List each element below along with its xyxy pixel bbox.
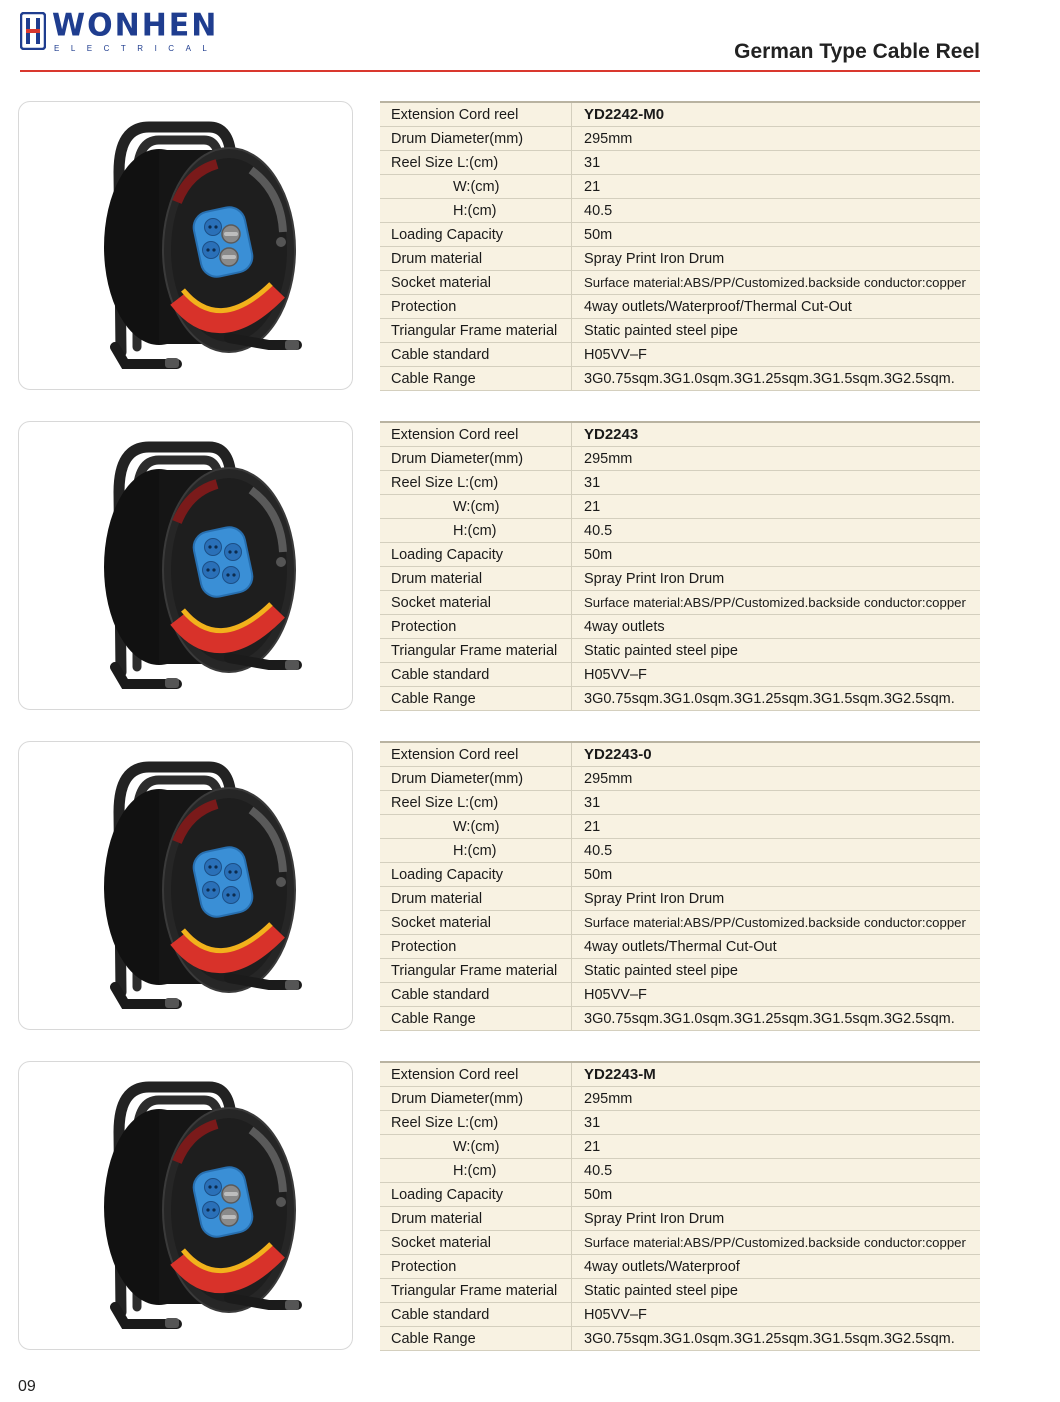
spec-row xyxy=(380,1135,980,1159)
spec-value: 3G0.75sqm.3G1.0sqm.3G1.25sqm.3G1.5sqm.3G2.5sqm. xyxy=(572,687,981,711)
spec-label: Protection xyxy=(380,615,572,639)
spec-value: 31 xyxy=(572,471,981,495)
spec-row xyxy=(380,223,980,247)
logo-mark-icon xyxy=(20,12,46,50)
spec-label: Drum Diameter(mm) xyxy=(380,127,572,151)
socket-outlet-icon xyxy=(205,1179,222,1196)
spec-row xyxy=(380,127,980,151)
spec-row xyxy=(380,271,980,295)
spec-value: 40.5 xyxy=(572,839,981,863)
spec-label: Drum Diameter(mm) xyxy=(380,447,572,471)
spec-value: Static painted steel pipe xyxy=(572,959,981,983)
spec-label: H:(cm) xyxy=(380,1159,572,1183)
spec-label: W:(cm) xyxy=(380,175,572,199)
spec-label: Drum Diameter(mm) xyxy=(380,767,572,791)
spec-row xyxy=(380,742,980,767)
spec-label: Drum Diameter(mm) xyxy=(380,1087,572,1111)
socket-outlet-icon xyxy=(205,219,222,236)
spec-value: H05VV–F xyxy=(572,1303,981,1327)
socket-outlet-icon xyxy=(203,1202,220,1219)
spec-value: 3G0.75sqm.3G1.0sqm.3G1.25sqm.3G1.5sqm.3G2.5sqm. xyxy=(572,1007,981,1031)
spec-value: Spray Print Iron Drum xyxy=(572,887,981,911)
spec-row xyxy=(380,519,980,543)
spec-row xyxy=(380,1183,980,1207)
spec-row xyxy=(380,1327,980,1351)
spec-label: W:(cm) xyxy=(380,815,572,839)
spec-value: Surface material:ABS/PP/Customized.backside conductor:copper xyxy=(572,1231,981,1255)
product-photo xyxy=(18,1061,353,1350)
title-divider xyxy=(20,70,980,72)
socket-outlet-icon xyxy=(223,887,240,904)
spec-row xyxy=(380,422,980,447)
spec-row xyxy=(380,911,980,935)
logo-subtitle: ELECTRICAL xyxy=(54,44,219,53)
spec-label: Cable Range xyxy=(380,1327,572,1351)
spec-label: W:(cm) xyxy=(380,1135,572,1159)
logo-wordmark: WONHEN xyxy=(52,7,219,44)
spec-row xyxy=(380,367,980,391)
waterproof-cover-icon xyxy=(222,1185,240,1203)
spec-label: Protection xyxy=(380,935,572,959)
spec-label: H:(cm) xyxy=(380,199,572,223)
spec-value: 40.5 xyxy=(572,519,981,543)
spec-row xyxy=(380,1255,980,1279)
spec-label: Protection xyxy=(380,1255,572,1279)
spec-row xyxy=(380,663,980,687)
spec-row xyxy=(380,1207,980,1231)
spec-row xyxy=(380,343,980,367)
spec-row xyxy=(380,151,980,175)
product-section xyxy=(0,101,1060,391)
spec-row xyxy=(380,1279,980,1303)
spec-row xyxy=(380,1007,980,1031)
spec-label: Socket material xyxy=(380,271,572,295)
spec-label: Triangular Frame material xyxy=(380,639,572,663)
spec-label: Reel Size L:(cm) xyxy=(380,471,572,495)
spec-value: 4way outlets/Waterproof xyxy=(572,1255,981,1279)
spec-row xyxy=(380,1087,980,1111)
spec-label: Triangular Frame material xyxy=(380,319,572,343)
cable-reel-illustration xyxy=(19,102,352,389)
spec-row xyxy=(380,471,980,495)
spec-label: Cable standard xyxy=(380,343,572,367)
waterproof-cover-icon xyxy=(220,248,238,266)
spec-value: Spray Print Iron Drum xyxy=(572,1207,981,1231)
spec-value: 295mm xyxy=(572,1087,981,1111)
spec-label: Reel Size L:(cm) xyxy=(380,1111,572,1135)
model-number: YD2243-0 xyxy=(572,742,981,767)
spec-value: H05VV–F xyxy=(572,663,981,687)
spec-row xyxy=(380,295,980,319)
spec-row xyxy=(380,767,980,791)
spec-row xyxy=(380,543,980,567)
spec-value: Surface material:ABS/PP/Customized.backside conductor:copper xyxy=(572,271,981,295)
product-section xyxy=(0,421,1060,711)
socket-outlet-icon xyxy=(203,562,220,579)
socket-outlet-icon xyxy=(225,864,242,881)
product-photo xyxy=(18,101,353,390)
spec-value: 40.5 xyxy=(572,1159,981,1183)
spec-row xyxy=(380,1303,980,1327)
cable-reel-illustration xyxy=(19,1062,352,1349)
spec-row xyxy=(380,1111,980,1135)
spec-value: Static painted steel pipe xyxy=(572,319,981,343)
spec-value: 21 xyxy=(572,815,981,839)
socket-outlet-icon xyxy=(223,567,240,584)
spec-label: Loading Capacity xyxy=(380,223,572,247)
spec-label: Socket material xyxy=(380,591,572,615)
product-photo xyxy=(18,741,353,1030)
spec-row xyxy=(380,1062,980,1087)
spec-label: Extension Cord reel xyxy=(380,422,572,447)
spec-row xyxy=(380,447,980,471)
spec-row xyxy=(380,839,980,863)
spec-row xyxy=(380,935,980,959)
spec-table xyxy=(380,741,980,1031)
spec-label: W:(cm) xyxy=(380,495,572,519)
spec-row xyxy=(380,495,980,519)
spec-row xyxy=(380,639,980,663)
spec-label: Drum material xyxy=(380,887,572,911)
page-number: 09 xyxy=(18,1378,36,1395)
spec-table xyxy=(380,1061,980,1351)
spec-row xyxy=(380,959,980,983)
spec-label: Extension Cord reel xyxy=(380,1062,572,1087)
spec-label: Triangular Frame material xyxy=(380,959,572,983)
spec-value: 21 xyxy=(572,175,981,199)
spec-row xyxy=(380,1231,980,1255)
spec-value: Spray Print Iron Drum xyxy=(572,567,981,591)
spec-value: 295mm xyxy=(572,127,981,151)
model-number: YD2243-M xyxy=(572,1062,981,1087)
spec-row xyxy=(380,102,980,127)
spec-row xyxy=(380,591,980,615)
spec-value: 21 xyxy=(572,1135,981,1159)
spec-value: 31 xyxy=(572,791,981,815)
spec-value: 50m xyxy=(572,863,981,887)
spec-value: H05VV–F xyxy=(572,983,981,1007)
spec-label: Cable standard xyxy=(380,1303,572,1327)
spec-label: Cable standard xyxy=(380,983,572,1007)
spec-value: Surface material:ABS/PP/Customized.backside conductor:copper xyxy=(572,591,981,615)
spec-row xyxy=(380,319,980,343)
spec-value: 3G0.75sqm.3G1.0sqm.3G1.25sqm.3G1.5sqm.3G2.5sqm. xyxy=(572,367,981,391)
spec-label: Extension Cord reel xyxy=(380,102,572,127)
spec-row xyxy=(380,863,980,887)
spec-label: Cable Range xyxy=(380,1007,572,1031)
spec-label: H:(cm) xyxy=(380,519,572,543)
spec-table xyxy=(380,421,980,711)
spec-value: 40.5 xyxy=(572,199,981,223)
spec-row xyxy=(380,815,980,839)
spec-row xyxy=(380,983,980,1007)
spec-value: Static painted steel pipe xyxy=(572,1279,981,1303)
page-title: German Type Cable Reel xyxy=(734,40,980,63)
spec-label: Extension Cord reel xyxy=(380,742,572,767)
spec-row xyxy=(380,175,980,199)
spec-table xyxy=(380,101,980,391)
product-section xyxy=(0,741,1060,1031)
spec-label: Cable Range xyxy=(380,687,572,711)
spec-label: Loading Capacity xyxy=(380,543,572,567)
spec-value: 21 xyxy=(572,495,981,519)
spec-value: H05VV–F xyxy=(572,343,981,367)
spec-label: Loading Capacity xyxy=(380,863,572,887)
waterproof-cover-icon xyxy=(222,225,240,243)
spec-value: Surface material:ABS/PP/Customized.backside conductor:copper xyxy=(572,911,981,935)
spec-label: Triangular Frame material xyxy=(380,1279,572,1303)
spec-value: 50m xyxy=(572,1183,981,1207)
spec-row xyxy=(380,791,980,815)
socket-outlet-icon xyxy=(203,882,220,899)
spec-row xyxy=(380,567,980,591)
spec-label: Cable standard xyxy=(380,663,572,687)
spec-label: Cable Range xyxy=(380,367,572,391)
spec-label: Protection xyxy=(380,295,572,319)
spec-value: 4way outlets/Waterproof/Thermal Cut-Out xyxy=(572,295,981,319)
spec-value: 4way outlets/Thermal Cut-Out xyxy=(572,935,981,959)
spec-value: 295mm xyxy=(572,767,981,791)
spec-value: 3G0.75sqm.3G1.0sqm.3G1.25sqm.3G1.5sqm.3G2.5sqm. xyxy=(572,1327,981,1351)
spec-row xyxy=(380,199,980,223)
brand-logo xyxy=(20,7,219,54)
spec-value: 295mm xyxy=(572,447,981,471)
spec-row xyxy=(380,247,980,271)
spec-label: Loading Capacity xyxy=(380,1183,572,1207)
spec-value: 4way outlets xyxy=(572,615,981,639)
spec-value: 50m xyxy=(572,223,981,247)
spec-row xyxy=(380,887,980,911)
spec-label: Socket material xyxy=(380,1231,572,1255)
spec-value: Spray Print Iron Drum xyxy=(572,247,981,271)
socket-outlet-icon xyxy=(225,544,242,561)
cable-reel-illustration xyxy=(19,742,352,1029)
spec-value: 50m xyxy=(572,543,981,567)
waterproof-cover-icon xyxy=(220,1208,238,1226)
model-number: YD2242-M0 xyxy=(572,102,981,127)
spec-label: Drum material xyxy=(380,567,572,591)
product-section xyxy=(0,1061,1060,1351)
spec-row xyxy=(380,615,980,639)
socket-outlet-icon xyxy=(205,859,222,876)
spec-label: Reel Size L:(cm) xyxy=(380,151,572,175)
product-photo xyxy=(18,421,353,710)
spec-label: Reel Size L:(cm) xyxy=(380,791,572,815)
spec-value: 31 xyxy=(572,151,981,175)
spec-row xyxy=(380,687,980,711)
socket-outlet-icon xyxy=(205,539,222,556)
spec-value: Static painted steel pipe xyxy=(572,639,981,663)
model-number: YD2243 xyxy=(572,422,981,447)
socket-outlet-icon xyxy=(203,242,220,259)
spec-row xyxy=(380,1159,980,1183)
spec-label: Socket material xyxy=(380,911,572,935)
spec-label: H:(cm) xyxy=(380,839,572,863)
spec-label: Drum material xyxy=(380,247,572,271)
cable-reel-illustration xyxy=(19,422,352,709)
spec-value: 31 xyxy=(572,1111,981,1135)
spec-label: Drum material xyxy=(380,1207,572,1231)
